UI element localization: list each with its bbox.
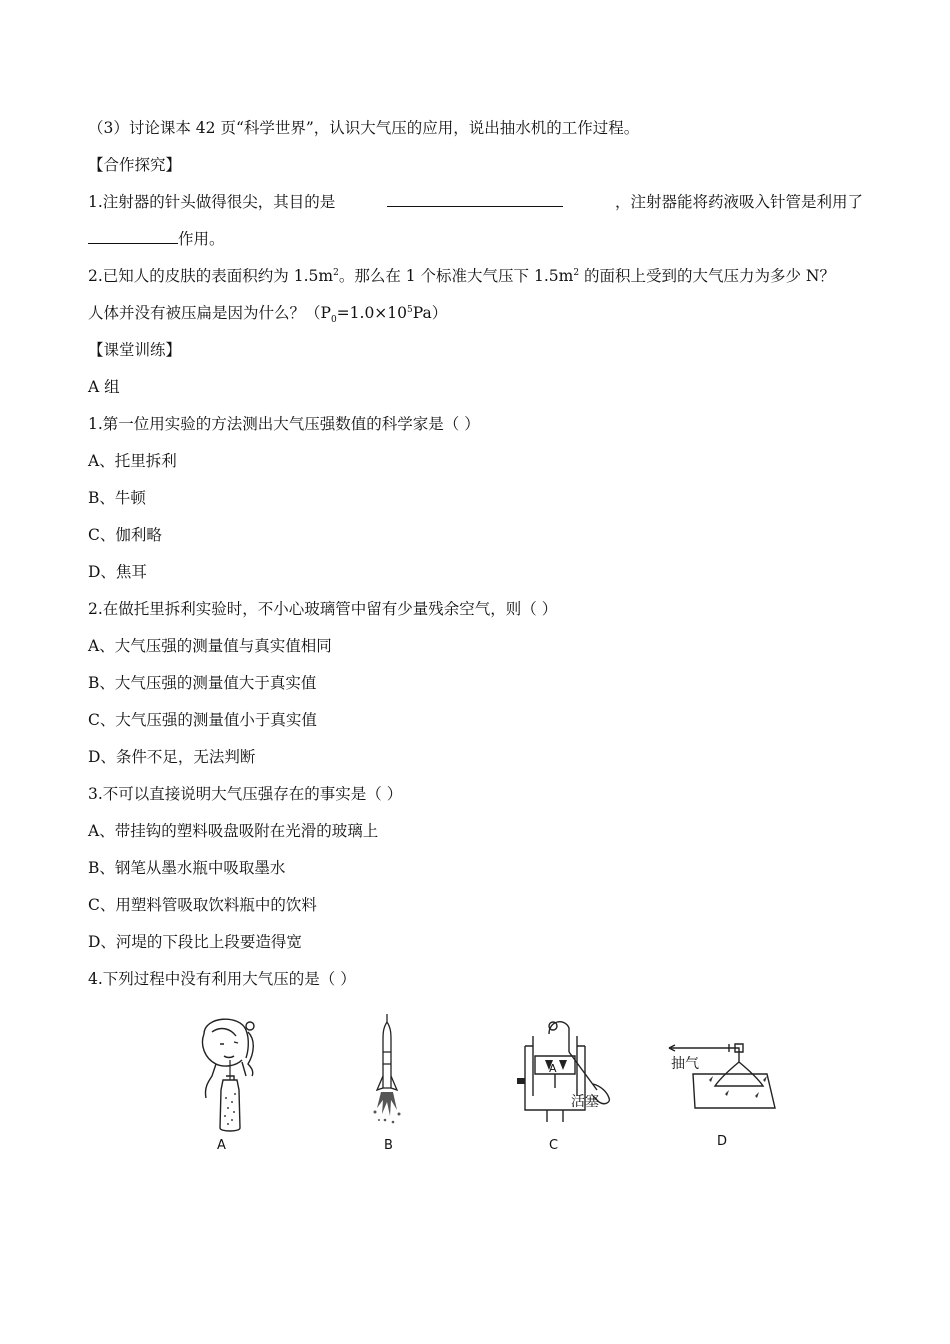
coop-q2-sup-1: 2: [333, 267, 339, 278]
question-1-option-d[interactable]: D、焦耳: [88, 563, 147, 581]
piston-label: 活塞: [571, 1094, 599, 1110]
rocket-icon: [365, 1012, 415, 1127]
section-heading-coop: 【合作探究】: [88, 156, 182, 174]
question-3-option-b[interactable]: B、钢笔从墨水瓶中吸取墨水: [88, 859, 286, 877]
figure-a-label: A: [217, 1138, 226, 1153]
question-2-option-b[interactable]: B、大气压强的测量值大于真实值: [88, 674, 317, 692]
coop-q2-text-c: 的面积上受到的大气压力为多少 N？: [579, 267, 835, 285]
coop-q1-blank-1[interactable]: [387, 192, 563, 207]
figure-c-label: C: [549, 1138, 559, 1153]
question-3-option-c[interactable]: C、用塑料管吸取饮料瓶中的饮料: [88, 896, 317, 914]
girl-drinking-icon: [190, 1010, 270, 1135]
question-3-option-d[interactable]: D、河堤的下段比上段要造得宽: [88, 933, 302, 951]
question-3-option-a[interactable]: A、带挂钩的塑料吸盘吸附在光滑的玻璃上: [88, 822, 379, 840]
question-2-option-a[interactable]: A、大气压强的测量值与真实值相同: [88, 637, 332, 655]
question-4-stem: 4.下列过程中没有利用大气压的是（ ）: [88, 970, 356, 988]
pump-inner-label: A: [549, 1062, 557, 1075]
coop-q2-sup-3: 5: [407, 304, 413, 315]
coop-q2-text-a: 2.已知人的皮肤的表面积约为 1.5m: [88, 267, 334, 285]
question-1-stem: 1.第一位用实验的方法测出大气压强数值的科学家是（ ）: [88, 415, 480, 433]
water-pump-icon: [515, 1016, 615, 1126]
question-1-option-a[interactable]: A、托里拆利: [88, 452, 177, 470]
coop-q1-text-2: ，注射器能将药液吸入针管是利用了: [614, 193, 863, 211]
coop-q2-sub: 0: [330, 315, 337, 326]
coop-q2-line2: [88, 303, 448, 326]
figure-d-suction[interactable]: [665, 1036, 780, 1160]
group-label: A 组: [88, 378, 120, 396]
coop-q2-text-f: Pa）: [412, 304, 448, 322]
coop-q2-sup-2: 2: [573, 267, 580, 278]
figure-c-water-pump[interactable]: [515, 1016, 615, 1162]
figure-b-label: B: [384, 1138, 393, 1153]
question-2-stem: 2.在做托里拆利实验时，不小心玻璃管中留有少量残余空气，则（ ）: [88, 600, 558, 618]
question-3-stem: 3.不可以直接说明大气压强存在的事实是（ ）: [88, 785, 403, 803]
question-2-option-d[interactable]: D、条件不足，无法判断: [88, 748, 256, 766]
coop-q2-text-d: 人体并没有被压扁是因为什么？（P: [88, 304, 331, 322]
question-1-option-b[interactable]: B、牛顿: [88, 489, 146, 507]
coop-q1-line1: [88, 192, 863, 212]
coop-q2-text-e: =1.0×10: [336, 304, 408, 322]
question-2-option-c[interactable]: C、大气压强的测量值小于真实值: [88, 711, 317, 729]
pump-out-label: 抽气: [671, 1056, 699, 1072]
vacuum-suction-icon: [665, 1036, 780, 1116]
figure-d-label: D: [717, 1134, 728, 1149]
question-1-option-c[interactable]: C、伽利略: [88, 526, 162, 544]
section-heading-train: 【课堂训练】: [88, 341, 182, 359]
coop-q1-text-3: 作用。: [178, 230, 225, 248]
figure-a-girl-drinking[interactable]: [190, 1010, 270, 1160]
coop-q2-line1: [88, 266, 835, 286]
coop-q1-blank-2[interactable]: [88, 229, 178, 244]
figure-b-rocket[interactable]: [365, 1012, 415, 1162]
coop-q1-text-1: 1.注射器的针头做得很尖，其目的是: [88, 193, 336, 211]
intro-line-3: （3）讨论课本 42 页“科学世界”，认识大气压的应用，说出抽水机的工作过程。: [88, 119, 640, 137]
coop-q1-line2: [88, 229, 225, 249]
coop-q2-text-b: 。那么在 1 个标准大气压下 1.5m: [338, 267, 574, 285]
